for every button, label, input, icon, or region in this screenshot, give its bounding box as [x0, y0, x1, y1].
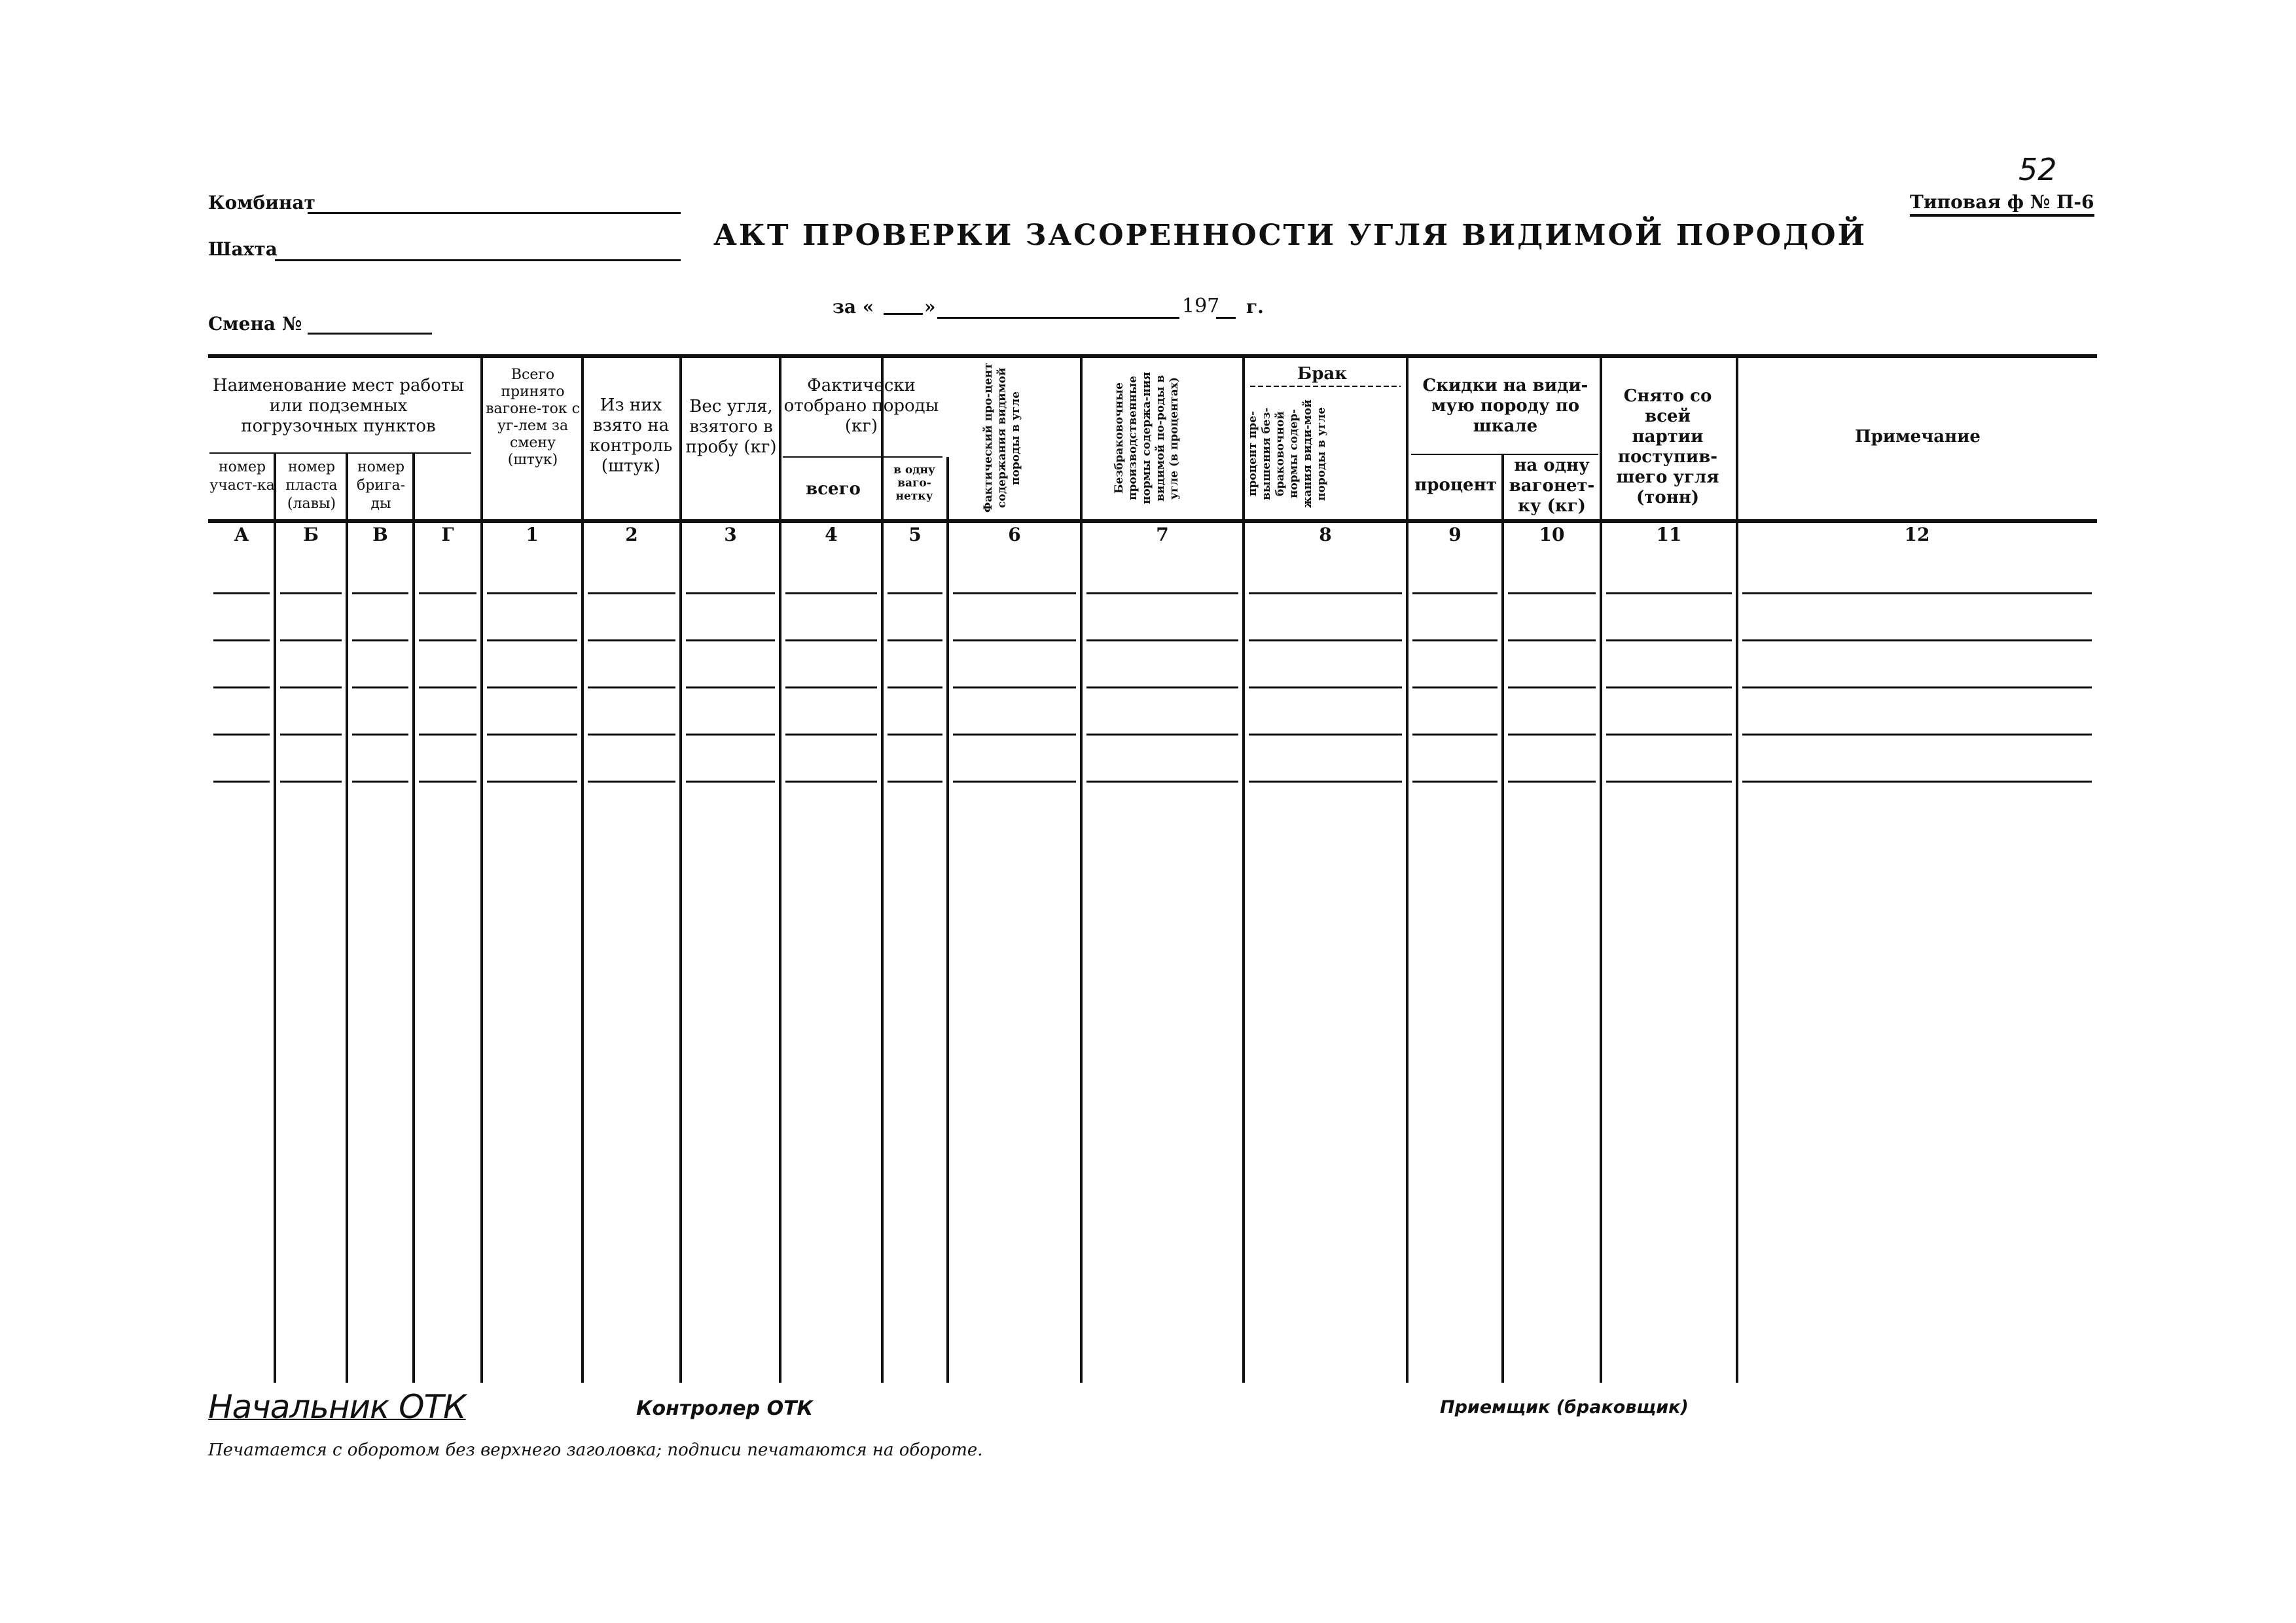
- header-sub-a: номер участ-ка: [209, 459, 275, 494]
- column-number: 4: [825, 524, 838, 545]
- column-number: 7: [1156, 524, 1169, 545]
- column-number: 8: [1319, 524, 1332, 545]
- receiver-label: Приемщик (браковщик): [1440, 1397, 1689, 1417]
- header-col10: на одну вагонет-ку (кг): [1509, 456, 1595, 516]
- column-number: Г: [441, 524, 454, 545]
- header-col9: процент: [1414, 475, 1497, 495]
- column-number: А: [234, 524, 249, 545]
- column-number: 10: [1539, 524, 1565, 545]
- header-col45: Фактически отобрано породы (кг): [783, 376, 939, 436]
- kombinat-label: Комбинат: [208, 192, 315, 213]
- header-col3: Вес угля, взятого в пробу (кг): [685, 397, 777, 457]
- header-col6: Фактический про-цент содержания видимой породы в угле: [982, 363, 1022, 513]
- header-col910: Скидки на види-мую породу по шкале: [1422, 376, 1588, 436]
- footnote: Печатается с оборотом без верхнего заголовка; подписи печатаются на обороте.: [208, 1440, 983, 1460]
- column-number: 12: [1904, 524, 1930, 545]
- year-suffix: г.: [1246, 296, 1264, 318]
- column-number: 1: [526, 524, 539, 545]
- column-number: 11: [1656, 524, 1682, 545]
- date-month-field[interactable]: [937, 317, 1179, 319]
- header-col11: Снято со всей партии поступив-шего угля (тонн): [1616, 386, 1719, 507]
- year-field[interactable]: [1216, 317, 1236, 319]
- header-col8: процент пре-вышения без-браковочной нормы содер-жания види-мой породы в угле: [1246, 399, 1328, 508]
- column-number: 6: [1008, 524, 1021, 545]
- header-col2: Из них взято на контроль (штук): [589, 395, 673, 476]
- header-col5: в одну ваго-нетку: [893, 464, 935, 503]
- header-col8-group: Брак: [1297, 364, 1348, 384]
- smena-label: Смена №: [208, 313, 302, 335]
- header-col4: всего: [806, 479, 861, 499]
- date-day-field[interactable]: [884, 313, 923, 315]
- column-number: Б: [303, 524, 319, 545]
- date-close-quote: »: [924, 296, 936, 318]
- shakhta-field[interactable]: [275, 259, 681, 261]
- column-number: 3: [724, 524, 737, 545]
- kombinat-field[interactable]: [308, 212, 681, 214]
- header-sub-v: номер брига-ды: [356, 459, 406, 512]
- header-col1: Всего принято вагоне-ток с уг-лем за смену (штук): [486, 367, 580, 468]
- smena-field[interactable]: [308, 333, 432, 335]
- column-number: 5: [908, 524, 922, 545]
- year-prefix: 197: [1182, 295, 1220, 318]
- page-title: АКТ ПРОВЕРКИ ЗАСОРЕННОСТИ УГЛЯ ВИДИМОЙ ПОРОДОЙ: [713, 219, 1867, 252]
- shakhta-label: Шахта: [208, 238, 278, 260]
- column-number: 9: [1448, 524, 1462, 545]
- column-number: В: [372, 524, 388, 545]
- form-type: Типовая ф № П-6: [1910, 191, 2094, 217]
- page-number: 52: [2018, 152, 2057, 187]
- handwritten-signature: Начальник ОТК: [208, 1388, 466, 1426]
- controller-label: Контролер ОТК: [636, 1397, 814, 1420]
- date-prefix: за «: [833, 296, 874, 318]
- header-col7: Безбраковочные производственные нормы содержа-ния видимой по-роды в угле (в процентах): [1113, 372, 1181, 504]
- column-number: 2: [625, 524, 638, 545]
- header-col12: Примечание: [1855, 427, 1981, 447]
- header-workplaces: Наименование мест работы или подземных погрузочных пунктов: [213, 376, 464, 436]
- header-sub-b: номер пласта (лавы): [285, 459, 338, 512]
